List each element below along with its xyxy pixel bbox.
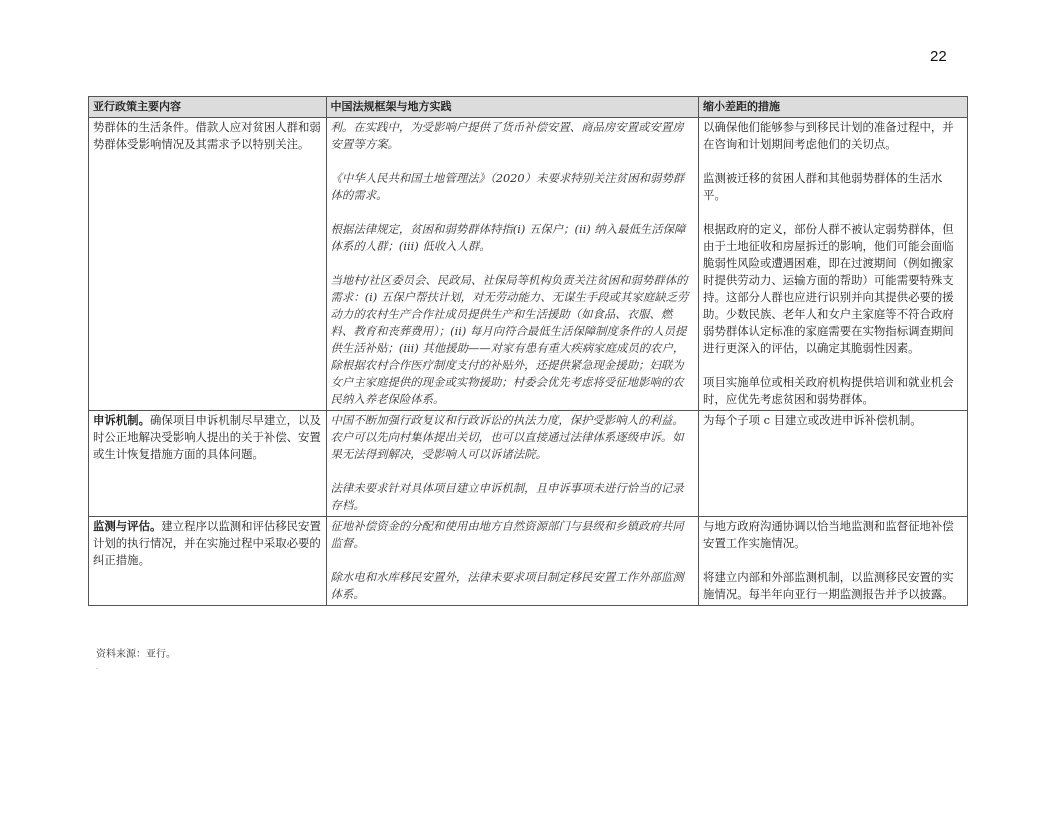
source-note: 资料来源：亚行。 [96,649,176,660]
policy-cell [89,118,327,411]
measures-paragraph: 项目实施单位或相关政府机构提供培训和就业机会时，应优先考虑贫困和弱势群体。 [703,375,954,406]
framework-cell [326,411,699,517]
framework-paragraph: 除水电和水库移民安置外，法律未要求项目制定移民安置工作外部监测体系。 [330,570,684,601]
measures-paragraph: 将建立内部和外部监测机制，以监测移民安置的实施情况。每半年向亚行一期监测报告并予以披露。 [703,570,954,601]
policy-lead: 监测与评估。 [93,519,162,533]
measures-cell [699,411,968,517]
policy-lead: 申诉机制。 [93,413,150,427]
header-china-framework: 中国法规框架与地方实践 [326,97,699,118]
measures-paragraph: 为每个子项 c 目建立或改进申诉补偿机制。 [703,413,922,427]
framework-cell [326,517,699,606]
framework-paragraph: 征地补偿资金的分配和使用由地方自然资源部门与县级和乡镇政府共同监督。 [330,519,684,550]
page-number: 22 [930,48,947,65]
measures-paragraph: 与地方政府沟通协调以恰当地监测和监督征地补偿安置工作实施情况。 [703,519,954,550]
header-adb-policy: 亚行政策主要内容 [89,97,327,118]
table-row [89,411,968,517]
framework-paragraph: 当地村/社区委员会、民政局、社保局等机构负责关注贫困和弱势群体的需求：(i) 五保户帮扶计划，对无劳动能力、无谋生手段或其家庭缺乏劳动力的农村生产合作社成员提供生产和生活援助（如食品、衣服、燃料、教育和丧葬费用）；(ii) 每月向符合最低生活保障制度条件的人员提供生活补贴；(iii) 其他援助——对家有患有重大疾病家庭成员的农户，除根据农村合作医疗制度支付的补贴外，还提供紧急现金援助；妇联为女户主家庭提供的现金或实物援助；村委会优先考虑将受征地影响的农民纳入养老保险体系。 [330,273,689,406]
policy-gap-table [88,96,968,606]
measures-cell [699,517,968,606]
measures-paragraph: 根据政府的定义，部份人群不被认定弱势群体，但由于土地征收和房屋拆迁的影响，他们可能会面临脆弱性风险或遭遇困难，即在过渡期间（例如搬家时提供劳动力、运输方面的帮助）可能需要特殊支持。这部分人群也应进行识别并向其提供必要的援助。少数民族、老年人和女户主家庭等不符合政府弱势群体认定标准的家庭需要在实物指标调查期间进行更深入的评估，以确定其脆弱性因素。 [703,222,954,355]
measures-cell [699,118,968,411]
framework-paragraph: 中国不断加强行政复议和行政诉讼的执法力度，保护受影响人的利益。农户可以先向村集体提出关切，也可以直接通过法律体系逐级申诉。如果无法得到解决，受影响人可以诉诸法院。 [330,413,684,461]
framework-paragraph: 法律未要求针对具体项目建立申诉机制，且申诉事项未进行恰当的记录存档。 [330,481,684,512]
policy-text: 确保项目申诉机制尽早建立，以及时公正地解决受影响人提出的关于补偿、安置或生计恢复措施方面的具体问题。 [93,413,321,461]
policy-cell [89,411,327,517]
footer-mark: . [96,664,98,671]
table-header-row [89,97,968,118]
measures-paragraph: 监测被迁移的贫困人群和其他弱势群体的生活水平。 [703,171,943,202]
policy-cell [89,517,327,606]
table-row [89,517,968,606]
framework-paragraph: 利。在实践中，为受影响户提供了货币补偿安置、商品房安置或安置房安置等方案。 [330,120,684,151]
framework-paragraph: 《中华人民共和国土地管理法》（2020）未要求特别关注贫困和弱势群体的需求。 [330,171,685,202]
policy-text: 势群体的生活条件。借款人应对贫困人群和弱势群体受影响情况及其需求予以特别关注。 [93,120,321,151]
framework-paragraph: 根据法律规定，贫困和弱势群体特指(i) 五保户；(ii) 纳入最低生活保障体系的人群；(iii) 低收入人群。 [330,222,686,253]
header-gap-measures: 缩小差距的措施 [699,97,968,118]
policy-text: 建立程序以监测和评估移民安置计划的执行情况，并在实施过程中采取必要的纠正措施。 [93,519,321,567]
table-row [89,118,968,411]
measures-paragraph: 以确保他们能够参与到移民计划的准备过程中，并在咨询和计划期间考虑他们的关切点。 [703,120,954,151]
framework-cell [326,118,699,411]
